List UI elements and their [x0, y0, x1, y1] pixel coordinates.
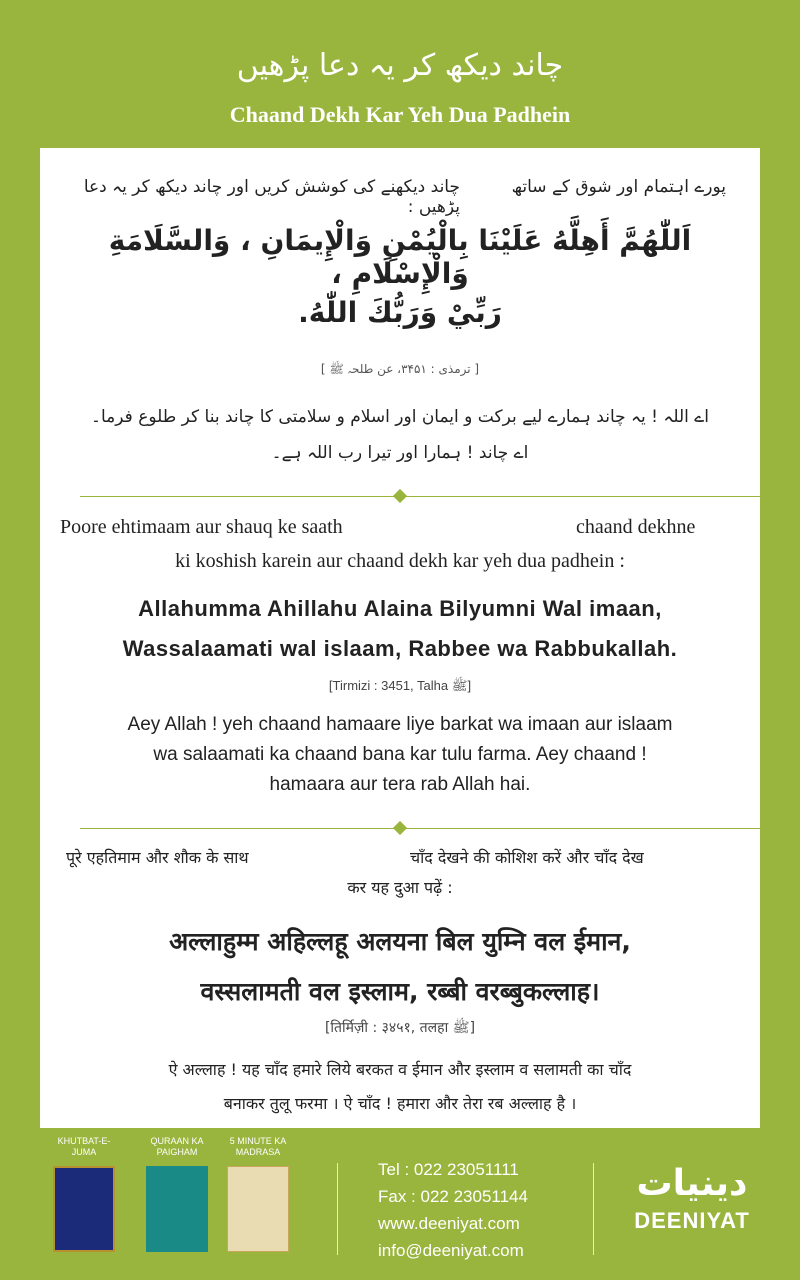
english-intro-a: Poore ehtimaam aur shauq ke saath — [60, 516, 343, 538]
divider-ornament-icon — [393, 489, 407, 503]
footer-separator — [593, 1163, 594, 1255]
content-card — [40, 148, 760, 1128]
hindi-intro-b: चाँद देखने की कोशिश करें और चाँद देख — [410, 848, 644, 867]
contact-email[interactable]: info@deeniyat.com — [378, 1241, 524, 1260]
urdu-translation-line2: اے چاند ! ہمارا اور تیرا رب اللہ ہے۔ — [271, 443, 529, 463]
contact-block — [378, 1156, 528, 1264]
english-translation-line3: hamaara aur tera rab Allah hai. — [269, 774, 531, 795]
book-khutbat-e-juma[interactable] — [48, 1136, 120, 1252]
book-cover-image — [227, 1166, 289, 1252]
hindi-translation-line2: बनाकर तुलू फरमा । ऐ चाँद ! हमारा और तेरा रब अल्लाह है । — [223, 1094, 577, 1113]
hindi-intro-a: पूरे एहतिमाम और शौक के साथ — [66, 848, 249, 867]
brand-name: DEENIYAT — [634, 1208, 750, 1233]
book-quraan-ka-paigham[interactable] — [141, 1136, 213, 1252]
english-reference: [Tirmizi : 3451, Talha ﷺ] — [328, 678, 472, 693]
hindi-translation-line1: ऐ अल्लाह ! यह चाँद हमारे लिये बरकत व ईमान और इस्लाम व सलामती का चाँद — [168, 1060, 632, 1079]
hindi-dua-line1: अल्लाहुम्म अहिल्लहू अलयना बिल युम्नि वल ईमान, — [169, 927, 631, 956]
hindi-intro-line2: कर यह दुआ पढ़ें : — [347, 878, 453, 897]
urdu-intro-right: پورے اہتمام اور شوق کے ساتھ — [511, 177, 726, 197]
contact-fax: Fax : 022 23051144 — [378, 1187, 528, 1206]
book-caption: 5 MINUTE KA MADRASA — [229, 1136, 287, 1157]
english-intro-b: chaand dekhne — [576, 516, 696, 538]
book-5-minute-ka-madrasa[interactable] — [222, 1136, 294, 1252]
hindi-reference: [तिर्मिज़ी : ३४५१, तलहा ﷺ] — [324, 1020, 476, 1036]
contact-tel[interactable]: Tel : 022 23051111 — [378, 1160, 519, 1179]
header-english-title: Chaand Dekh Kar Yeh Dua Padhein — [229, 102, 571, 127]
divider-2 — [80, 828, 784, 829]
urdu-reference: [ ترمذی : ۳۴۵۱، عن طلحہ ﷺ ] — [320, 362, 480, 376]
book-cover-image — [53, 1166, 115, 1252]
contact-website[interactable]: www.deeniyat.com — [378, 1214, 520, 1233]
book-cover-image — [146, 1166, 208, 1252]
arabic-dua-line2: رَبِّيْ وَرَبُّكَ اللّٰهُ. — [298, 296, 502, 329]
footer-separator — [337, 1163, 338, 1255]
english-dua-line2: Wassalaamati wal islaam, Rabbee wa Rabbukallah. — [122, 636, 678, 661]
deeniyat-logo — [622, 1160, 762, 1234]
arabic-dua-line1: اَللّٰهُمَّ أَهِلَّهُ عَلَيْنَا بِالْيُمْنِ وَالْإِيمَانِ ، وَالسَّلَامَةِ وَالْإِسْلَامِ ، — [108, 224, 692, 290]
book-caption: KHUTBAT-E-JUMA — [57, 1136, 111, 1157]
brand-urdu-logo: دینیات — [636, 1163, 748, 1204]
urdu-intro-left: چاند دیکھنے کی کوشش کریں اور چاند دیکھ کر یہ دعا پڑھیں : — [83, 177, 460, 217]
hindi-dua-line2: वस्सलामती वल इस्लाम, रब्बी वरब्बुकल्लाह। — [200, 977, 600, 1006]
english-translation-line2: wa salaamati ka chaand bana kar tulu farma. Aey chaand ! — [153, 744, 647, 765]
english-dua-line1: Allahumma Ahillahu Alaina Bilyumni Wal imaan, — [138, 596, 662, 621]
divider-ornament-icon — [393, 821, 407, 835]
book-caption: QURAAN KA PAIGHAM — [150, 1136, 204, 1157]
urdu-translation-line1: اے اللہ ! یہ چاند ہمارے لیے برکت و ایمان اور اسلام و سلامتی کا چاند بنا کر طلوع فرما۔ — [91, 407, 709, 427]
english-intro-line2: ki koshish karein aur chaand dekh kar yeh dua padhein : — [175, 550, 625, 572]
divider-1 — [80, 496, 784, 497]
header-urdu-title: چاند دیکھ کر یہ دعا پڑھیں — [236, 48, 564, 83]
english-translation-line1: Aey Allah ! yeh chaand hamaare liye barkat wa imaan aur islaam — [127, 714, 673, 735]
